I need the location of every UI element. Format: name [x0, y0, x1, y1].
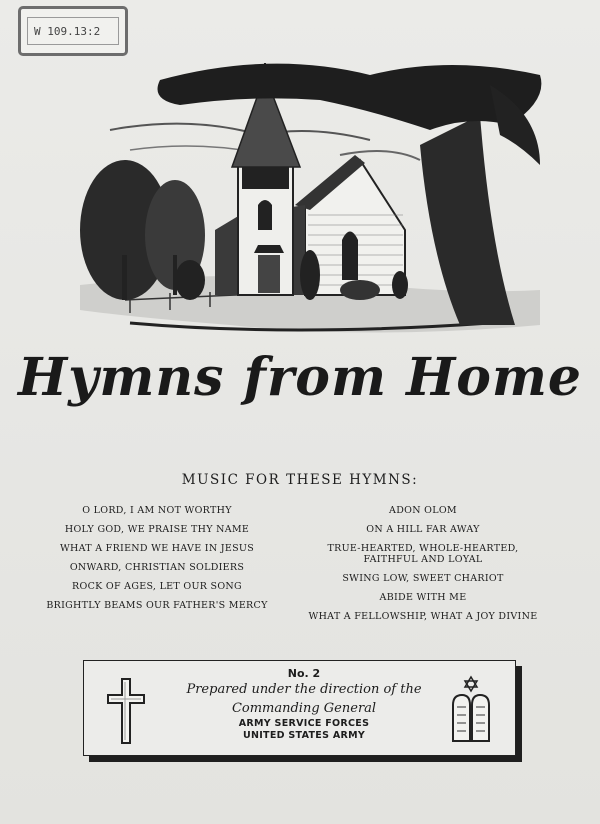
commanding-line: Commanding General [231, 701, 377, 716]
hymn-title: ONWARD, CHRISTIAN SOLDIERS [69, 562, 245, 573]
library-call-label [18, 6, 128, 56]
hymn-title: O LORD, I AM NOT WORTHY [82, 505, 232, 516]
church-illustration [70, 55, 550, 345]
org-line-1: ARMY SERVICE FORCES [238, 718, 370, 729]
info-box [83, 660, 516, 756]
hymn-list-right [298, 505, 548, 630]
issue-number: No. 2 [287, 667, 321, 680]
hymn-list-left [32, 505, 282, 619]
prepared-line: Prepared under the direction of the [186, 682, 422, 697]
booklet-title: Hymns from Home [17, 347, 583, 408]
hymn-title: ADON OLOM [389, 505, 457, 516]
hymn-title: ABIDE WITH ME [379, 592, 467, 603]
music-heading: MUSIC FOR THESE HYMNS: [181, 472, 419, 488]
hymn-title: TRUE-HEARTED, WHOLE-HEARTED, FAITHFUL AND LOYAL [327, 543, 519, 565]
hymn-title: SWING LOW, SWEET CHARIOT [342, 573, 504, 584]
tablets-with-star-icon [450, 675, 492, 745]
org-line-2: UNITED STATES ARMY [242, 730, 366, 741]
cross-icon [106, 677, 146, 745]
hymn-title: WHAT A FRIEND WE HAVE IN JESUS [59, 543, 255, 554]
hymn-title: BRIGHTLY BEAMS OUR FATHER'S MERCY [46, 600, 268, 611]
call-number: W 109.13:2 [27, 17, 119, 45]
hymn-title: ROCK OF AGES, LET OUR SONG [72, 581, 242, 592]
info-box-text [174, 667, 434, 742]
hymn-title: WHAT A FELLOWSHIP, WHAT A JOY DIVINE [308, 611, 538, 622]
hymn-title: ON A HILL FAR AWAY [366, 524, 480, 535]
hymn-title: HOLY GOD, WE PRAISE THY NAME [64, 524, 250, 535]
